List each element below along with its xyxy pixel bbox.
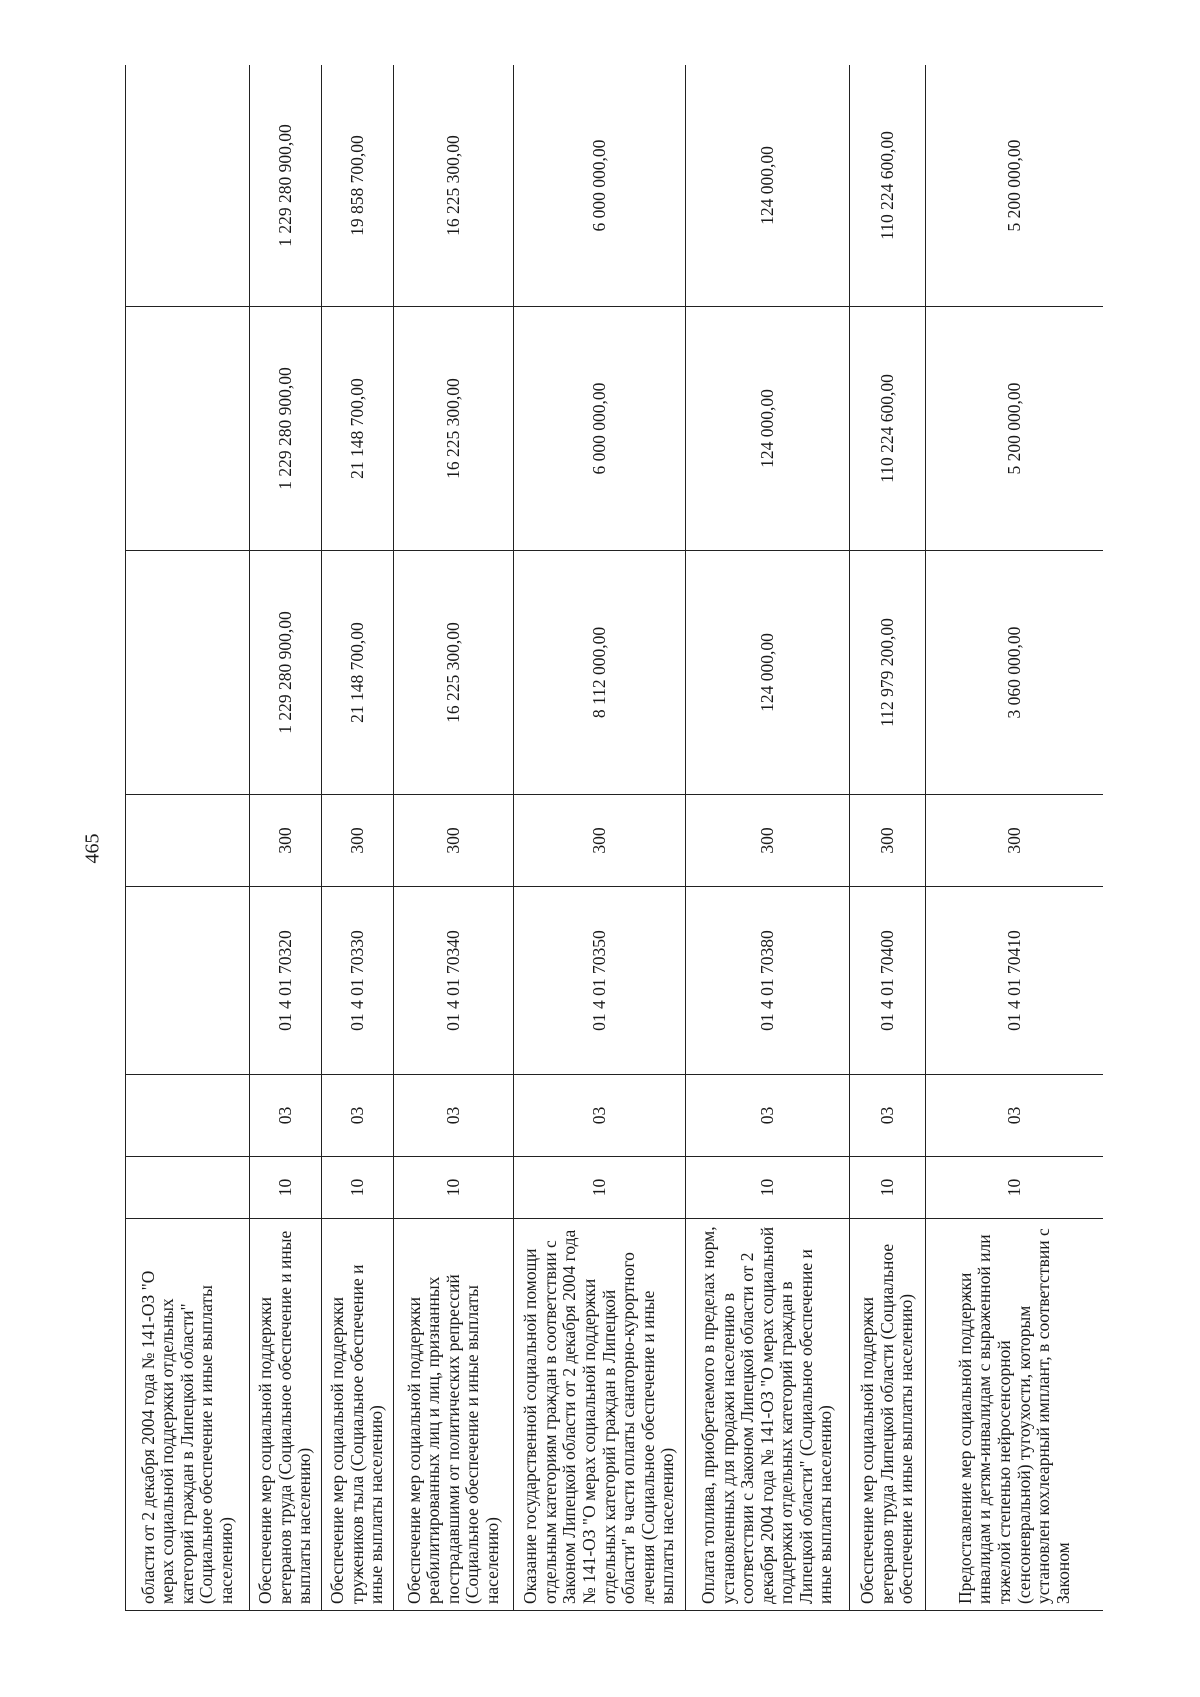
section-code: 10 bbox=[394, 1157, 514, 1219]
target-article-code: 01 4 01 70380 bbox=[686, 887, 850, 1075]
expense-type-code: 300 bbox=[322, 795, 394, 887]
subsection-code: 03 bbox=[926, 1075, 1104, 1157]
amount-year-1: 3 060 000,00 bbox=[926, 551, 1104, 795]
subsection-code: 03 bbox=[250, 1075, 322, 1157]
target-article-code: 01 4 01 70330 bbox=[322, 887, 394, 1075]
budget-table bbox=[125, 65, 1103, 1611]
amount-year-2: 6 000 000,00 bbox=[514, 307, 686, 551]
subsection-code: 03 bbox=[394, 1075, 514, 1157]
section-code: 10 bbox=[686, 1157, 850, 1219]
amount-year-1: 16 225 300,00 bbox=[394, 551, 514, 795]
amount-year-2: 110 224 600,00 bbox=[850, 307, 926, 551]
row-description: Обеспечение мер социальной поддержки тружеников тыла (Социальное обеспечение и иные выплаты населению) bbox=[322, 1219, 394, 1611]
table-viewport bbox=[125, 65, 1103, 1611]
expense-type-code: 300 bbox=[686, 795, 850, 887]
section-code: 10 bbox=[850, 1157, 926, 1219]
page-number-text: 465 bbox=[81, 833, 104, 863]
table-row bbox=[514, 65, 686, 1611]
subsection-code: 03 bbox=[850, 1075, 926, 1157]
amount-year-1: 8 112 000,00 bbox=[514, 551, 686, 795]
section-code: 10 bbox=[250, 1157, 322, 1219]
target-article-code: 01 4 01 70340 bbox=[394, 887, 514, 1075]
table-row bbox=[126, 65, 250, 1611]
subsection-code bbox=[126, 1075, 250, 1157]
table-row bbox=[686, 65, 850, 1611]
amount-year-2: 1 229 280 900,00 bbox=[250, 307, 322, 551]
amount-year-1: 1 229 280 900,00 bbox=[250, 551, 322, 795]
section-code: 10 bbox=[514, 1157, 686, 1219]
section-code: 10 bbox=[322, 1157, 394, 1219]
amount-year-1: 124 000,00 bbox=[686, 551, 850, 795]
amount-year-2: 16 225 300,00 bbox=[394, 307, 514, 551]
section-code bbox=[126, 1157, 250, 1219]
row-description: области от 2 декабря 2004 года № 141-ОЗ "О мерах социальной поддержки отдельных категорий граждан в Липецкой области" (Социальное обеспечение и иные выплаты населению) bbox=[126, 1219, 250, 1611]
expense-type-code: 300 bbox=[250, 795, 322, 887]
expense-type-code: 300 bbox=[850, 795, 926, 887]
amount-year-3: 16 225 300,00 bbox=[394, 65, 514, 307]
amount-year-3: 19 858 700,00 bbox=[322, 65, 394, 307]
subsection-code: 03 bbox=[514, 1075, 686, 1157]
amount-year-2: 21 148 700,00 bbox=[322, 307, 394, 551]
amount-year-3: 1 229 280 900,00 bbox=[250, 65, 322, 307]
expense-type-code: 300 bbox=[394, 795, 514, 887]
row-description: Обеспечение мер социальной поддержки реабилитированных лиц и лиц, признанных пострадавшими от политических репрессий (Социальное обеспечение и иные выплаты населению) bbox=[394, 1219, 514, 1611]
subsection-code: 03 bbox=[686, 1075, 850, 1157]
amount-year-1 bbox=[126, 551, 250, 795]
row-description: Обеспечение мер социальной поддержки ветеранов труда Липецкой области (Социальное обеспечение и иные выплаты населению) bbox=[850, 1219, 926, 1611]
amount-year-1: 21 148 700,00 bbox=[322, 551, 394, 795]
amount-year-3: 110 224 600,00 bbox=[850, 65, 926, 307]
amount-year-1: 112 979 200,00 bbox=[850, 551, 926, 795]
target-article-code: 01 4 01 70320 bbox=[250, 887, 322, 1075]
table-row bbox=[322, 65, 394, 1611]
target-article-code: 01 4 01 70410 bbox=[926, 887, 1104, 1075]
row-description: Оплата топлива, приобретаемого в пределах норм, установленных для продажи населению в соответствии с Законом Липецкой области от 2 декабря 2004 года № 141-ОЗ "О мерах социальной поддержки отдельных категорий граждан в Липецкой области" (Социальное обеспечение и иные выплаты населению) bbox=[686, 1219, 850, 1611]
amount-year-2: 124 000,00 bbox=[686, 307, 850, 551]
amount-year-3: 124 000,00 bbox=[686, 65, 850, 307]
page-number bbox=[78, 826, 108, 870]
amount-year-3: 6 000 000,00 bbox=[514, 65, 686, 307]
row-description: Оказание государственной социальной помощи отдельным категориям граждан в соответствии с Законом Липецкой области от 2 декабря 2004 года № 141-ОЗ "О мерах социальной поддержки отдельных категорий граждан в Липецкой области" в части оплаты санаторно-курортного лечения (Социальное обеспечение и иные выплаты населению) bbox=[514, 1219, 686, 1611]
amount-year-2: 5 200 000,00 bbox=[926, 307, 1104, 551]
table-row bbox=[926, 65, 1104, 1611]
amount-year-3 bbox=[126, 65, 250, 307]
subsection-code: 03 bbox=[322, 1075, 394, 1157]
target-article-code: 01 4 01 70350 bbox=[514, 887, 686, 1075]
row-description: Предоставление мер социальной поддержки инвалидам и детям-инвалидам с выраженной или тяжелой степенью нейросенсорной (сенсоневральной) тугоухости, которым установлен кохлеарный имплант, в соответствии с Законом bbox=[926, 1219, 1104, 1611]
section-code: 10 bbox=[926, 1157, 1104, 1219]
amount-year-2 bbox=[126, 307, 250, 551]
target-article-code: 01 4 01 70400 bbox=[850, 887, 926, 1075]
amount-year-3: 5 200 000,00 bbox=[926, 65, 1104, 307]
table-row bbox=[250, 65, 322, 1611]
expense-type-code bbox=[126, 795, 250, 887]
expense-type-code: 300 bbox=[926, 795, 1104, 887]
row-description: Обеспечение мер социальной поддержки ветеранов труда (Социальное обеспечение и иные выплаты населению) bbox=[250, 1219, 322, 1611]
table-row bbox=[850, 65, 926, 1611]
table-row bbox=[394, 65, 514, 1611]
target-article-code bbox=[126, 887, 250, 1075]
expense-type-code: 300 bbox=[514, 795, 686, 887]
